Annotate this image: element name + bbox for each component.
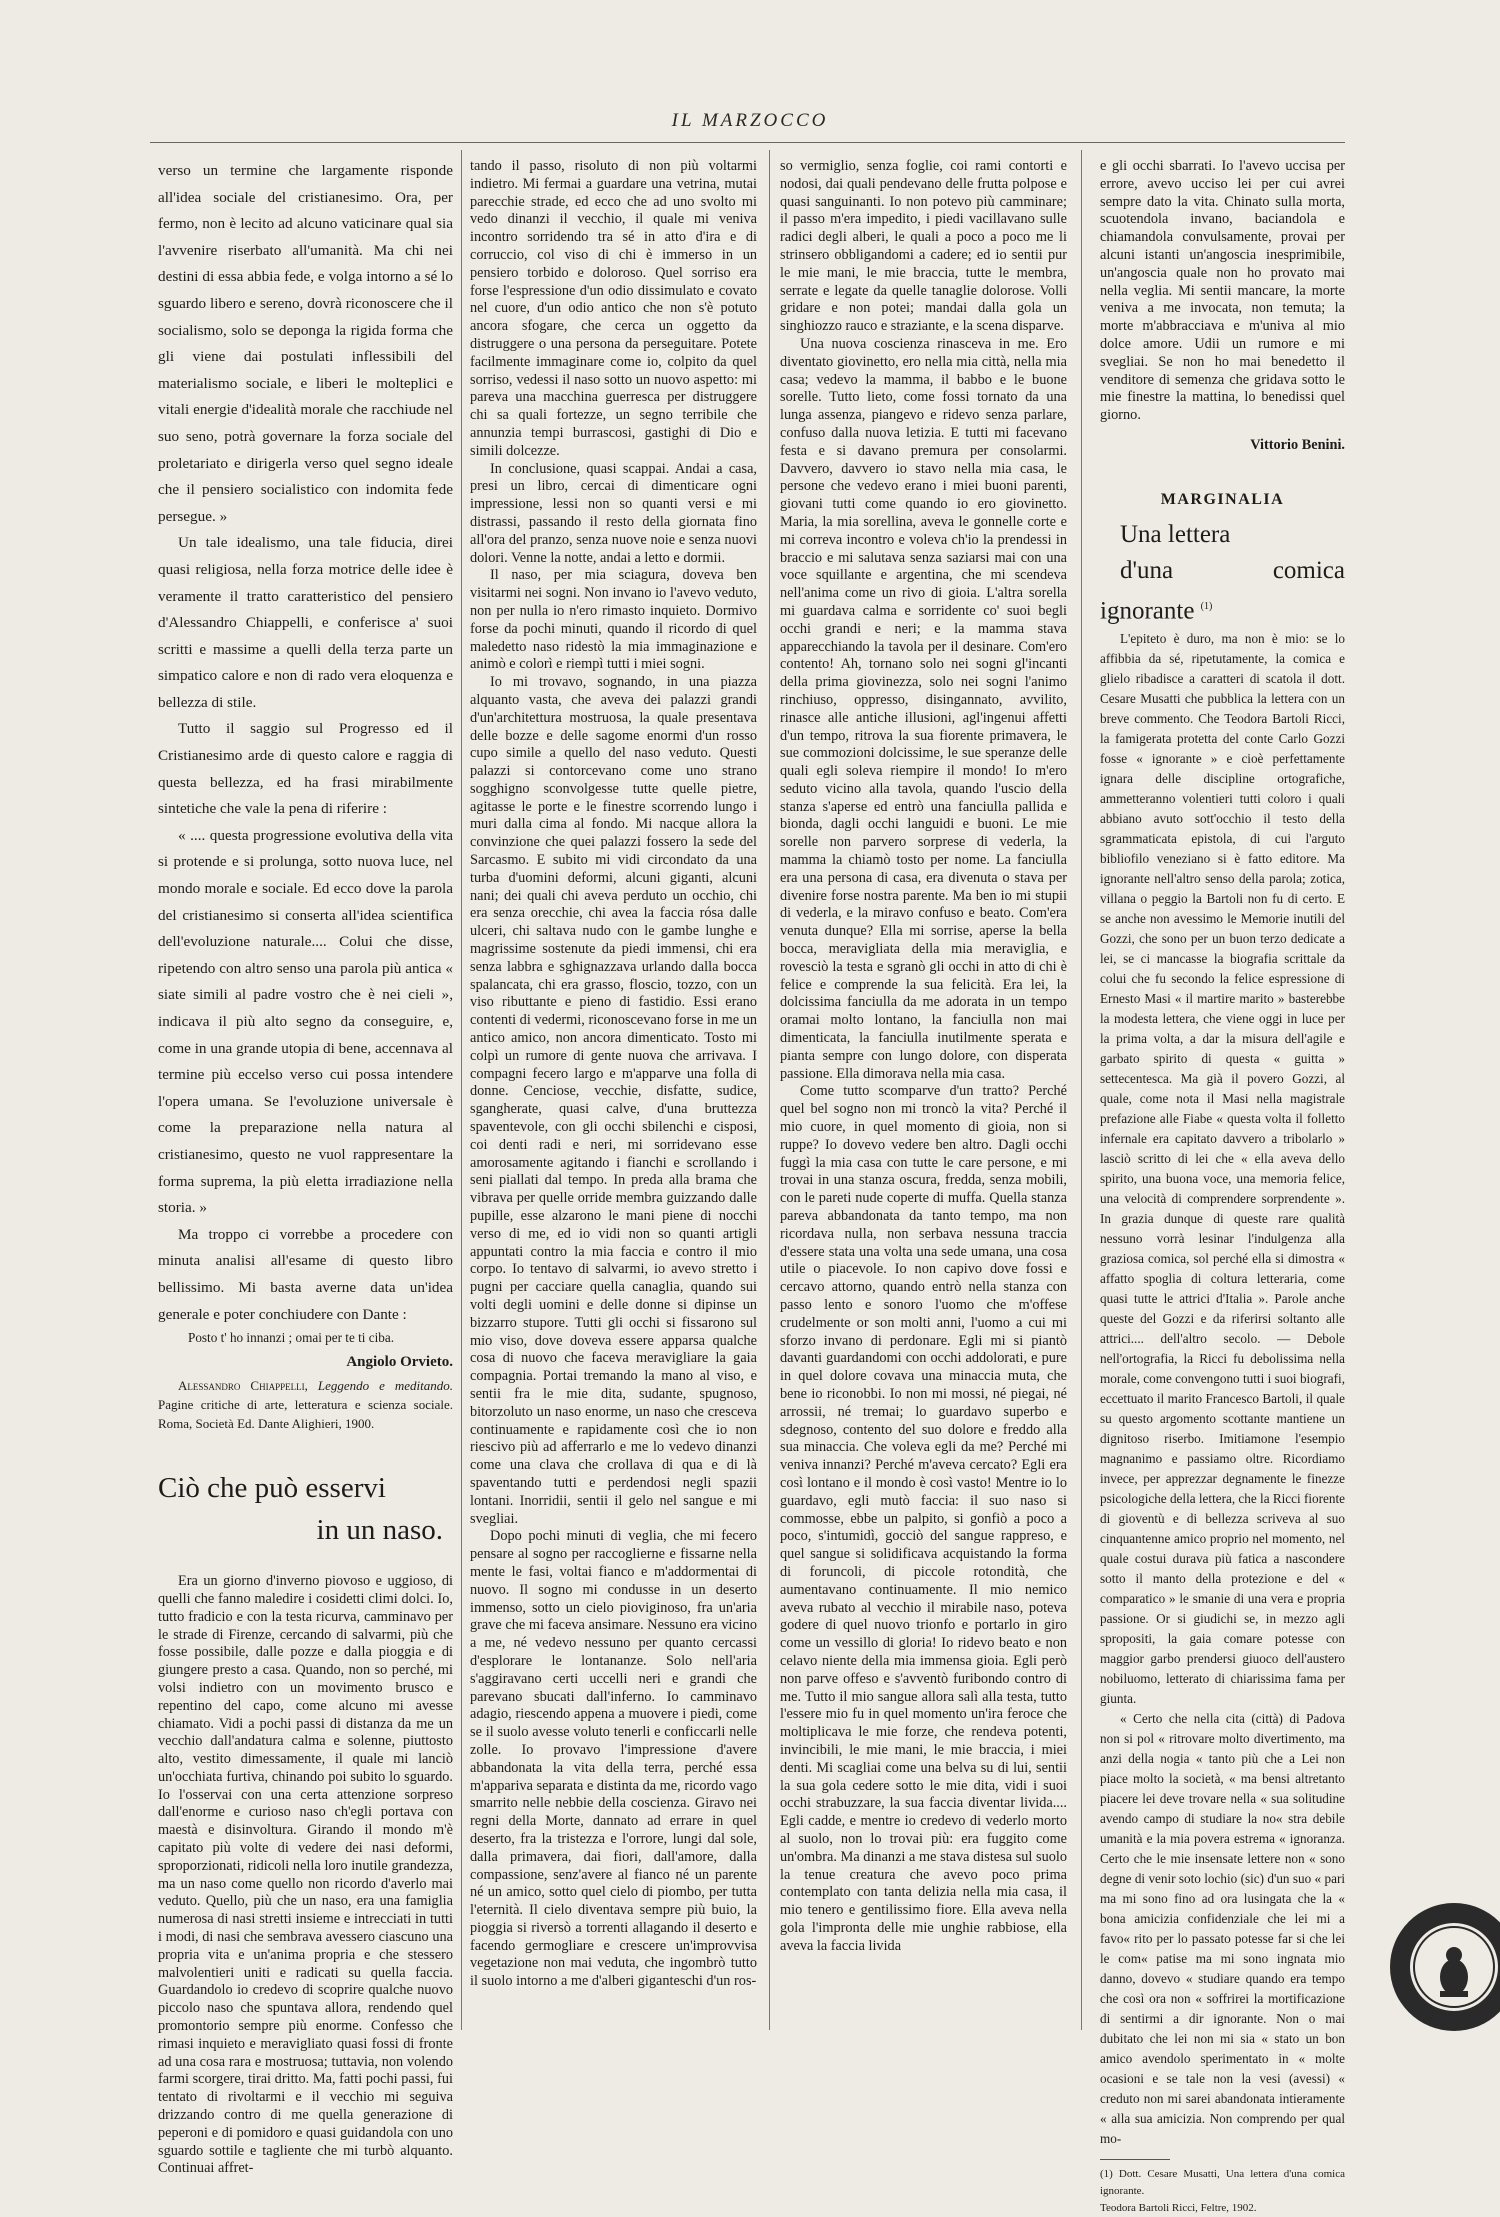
book-review-reference [158, 1376, 453, 1433]
paragraph: Una nuova coscienza rinasceva in me. Ero diventato giovinetto, ero nella mia città, nella mia casa; vedevo la mamma, il babbo e le buone sorelle. Tutto lieto, come fossi tornato da una lunga assenza, piangevo e ridevo senza parlare, confuso dalla nuova letizia. E tutti mi facevano festa e si davano premura per consolarmi. Davvero, davvero io stavo nella mia casa, le persone che vedevo erano i miei buoni parenti, giovani tutti come quando io ero giovinetto. Maria, la mia sorellina, aveva le gonnelle corte e mi correva incontro e voleva ch'io la prendessi in braccio e mi salutava senza saziarsi mai con una voce squillante e argentina, che mi scendeva nell'anima come un rivo di gioia. L'altra sorella mi guardava calma e sorridente co' suoi begli occhi grandi e neri; e la mamma stava apparecchiando la tavola per il desinare. Com'ero contento! Ah, tornano solo nei sogni gl'incanti della prima giovinezza, solo nei sogni l'animo rinchiuso, oppresso, disingannato, avvilito, rinasce alle antiche illusioni, agl'ingenui affetti d'un tempo, ritrova la sua fiorente primavera, le sue commozioni dolcissime, le sue speranze delle quali egli soleva riempire il mondo! Io m'ero seduto vicino alla tavola, quando l'uscio della stanza s'aperse ed entrò una fanciulla pallida e bionda, dagli occhi languidi e buoni. Le mie sorelle non parvero sorprese di vederla, la mamma la chiamò tosto per nome. La fanciulla era una persona di casa, era divenuta o stava per divenire forse nostra parente. Ma ben io mi stupii di vederla, e la miravo confuso e beato. Com'era venuta dunque? Ella mi sorrise, aperse la bella bocca, meravigliata della mia meraviglia, e rovesciò la testa e sgranò gli occhi in atto di chi è felice e comprende la sua felicità. Era lei, la dolcissima fanciulla da me adorata in un tempo oramai molto lontano, la fanciulla non mai dimenticata, la fanciulla inutilmente sperata e pianta sempre con lungo dolore, con disperata passione. Ella dimorava nella mia casa. [780, 335, 1067, 1082]
footnote-rule [1100, 2159, 1170, 2160]
paragraph: Ma troppo ci vorrebbe a procedere con minuta analisi all'esame di questo libro bellissimo. Mi basta averne data un'idea generale e poter conchiudere con Dante : [158, 1225, 453, 1323]
dante-quote: Posto t' ho innanzi ; omai per te ti ciba. [188, 1330, 395, 1346]
section-heading: MARGINALIA [1160, 490, 1285, 508]
author-signature: Angiolo Orvieto. [346, 1354, 453, 1371]
quoted-paragraph: « .... questa progressione evolutiva della vita si protende e si prolunga, sotto nuova luce, nel mondo morale e sociale. Ed ecco dove la parola del cristianesimo si conserta all'idea scientifica dell'evoluzione naturale.... Colui che disse, ripetendo con altro senso una parola più antica « siate simili al padre vostro che è nei cieli », indicava il più alto segno da conseguire, e, come in una grande utopia di bene, accennava al termine più eccelso verso cui possa intendere l'opera umana. Se l'evoluzione universale è come la preparazione nella natura al cristianesimo, questo ne vuol rappresentare la forma suprema, la più eletta irradiazione nella storia. » [158, 826, 453, 1217]
article-title: Una lettera [1120, 520, 1231, 548]
column-divider [461, 150, 462, 2030]
author-signature: Vittorio Benini. [1250, 436, 1345, 453]
paragraph: Io mi trovavo, sognando, in una piazza alquanto vasta, che aveva dei palazzi grandi d'un'architettura mostruosa, la quale presentava delle bozze e delle sagome enormi d'un rosso cupo simile a quello del naso veduto. Questi palazzi si contorcevano come uno strano sogghigno sconvolgesse tutte quelle pietre, agitasse le porte e le finestre scorrendo lungo i muri dalla cima al fondo. Mi nacque allora la convinzione che quei palazzi fossero la sede del Sarcasmo. E subito mi vidi circondato da una turba d'uomini deformi, alcuni giganti, alcuni nani; dei quali chi aveva perduto un occhio, chi era senza orecchie, chi avea la faccia rósa dalle ulceri, chi saltava nudo con le gambe lunghe e magrissime sostenute da piedi immensi, chi era senza labbra e sghignazzava urlando dalla bocca spalancata, chi era grasso, floscio, tozzo, con un viso ributtante e pieno di fastidio. Essi erano contenti di vedermi, riconoscevano forse in me un antico amico, non ancora dimenticato. Tosto mi colpì un rumore di gente nuova che arrivava. I compagni fecero largo e m'apparve una folla di donne. Cenciose, vecchie, disfatte, sudice, sgangherate, quasi calve, d'una bruttezza spaventevole, con gli occhi sbilenchi e cisposi, coi denti radi e neri, mi sorridevano esse amorosamente agitando i fianchi e scrollando i seni piallati dal tempo. In preda alla brama che vibrava per quelle orride membra guizzando dalle pupille, esse alzarono le mani piene di nocchi verso di me, ed io vidi non so quanti artigli appuntati contro la mia faccia e contro il mio corpo. Io tentavo di salvarmi, io avevo stretto i pugni per cacciare quella canaglia, quando sui volti degli uomini e delle donne si dipinse un bizzarro stupore. Tutti gli occhi si fissarono sul mio viso, dove doveva essere apparsa qualche cosa di nuovo che faceva meravigliare la gaia compagnia. Portai tremando la mano al viso, e sentii fra le mie dita, sudante, spugnoso, bitorzoluto un naso enorme, un naso che cresceva continuamente e rapidamente così che io non riescivo più ad afferrarlo e me lo vedevo dinanzi come una clava che crollava di qua e di là spaventando tutti e perdendosi negli spazii lontani. Inorridii, sentii il gelo nel sangue e mi svegliai. [470, 674, 757, 1527]
review-author: Alessandro Chiappelli, [178, 1378, 308, 1394]
paragraph: e gli occhi sbarrati. Io l'avevo uccisa per errore, avevo ucciso lei per cui avrei sempre dato la vita. Chinato sulla morta, scuotendola invano, baciandola e chiamandola convulsamente, provai per alcuni istanti un'angoscia inesprimibile, un'angoscia quale non ho provato mai nella veglia. Mi sentii mancare, la morte veniva a me invocata, non temuta; la morte m'abbracciava e m'univa al mio dolce amore. Udii un rumore e mi svegliai. Se non ho mai benedetto il venditore di semenza che gridava sotto le mie finestre la mattina, lo benedissi quel giorno. [1100, 158, 1345, 424]
footnote-continuation: Teodora Bartoli Ricci, Feltre, 1902. [1100, 2202, 1257, 2215]
paragraph: so vermiglio, senza foglie, coi rami contorti e nodosi, dai quali pendevano delle frutta polpose e quasi sanguinanti. Io non potevo più camminare; il passo m'era impedito, i piedi vacillavano sulle radici degli alberi, le quali a poco a poco me li strinsero obbligandomi a cadere; ed io sentii pur le mie mani, le mie braccia, tutte le membra, serrate e legate da quelle tanaglie dolorose. Volli gridare e non potei; mandai dalla gola un singhiozzo rauco e straziante, e la scena disparve. [780, 158, 1067, 335]
paragraph: verso un termine che largamente risponde all'idea sociale del cristianesimo. Ora, per fermo, non è lecito ad alcuno vaticinare qual sia l'avvenire riserbato all'umanità. Ma chi nei destini di essa abbia fede, e volga intorno a sé lo sguardo libero e sereno, dovrà riconoscere che il socialismo, solo se deponga la rigida forma che gli viene dai postulati inflessibili del materialismo sociale, e liberi le molteplici e vitali energie d'idealità morale che racchiude nel suo seno, potrà governare la forza sociale del proletariato e dirigerla verso quel segno ideale che il pensiero socialistico con indomita fede persegue. » [158, 162, 453, 525]
column-divider [769, 150, 770, 2030]
header-rule [150, 142, 1345, 143]
paragraph: Tutto il saggio sul Progresso ed il Cristianesimo arde di questo calore e raggia di questa bellezza, ed ha frasi mirabilmente sintetiche che vale la pena di riferire : [158, 720, 453, 818]
paragraph: Era un giorno d'inverno piovoso e uggioso, di quelli che fanno maledire i cosidetti climi dolci. Io, tutto fradicio e con la testa ricurva, camminavo per le strade di Firenze, cercando di salvarmi, più che fosse possibile, dalle pozze e dalla pioggia e di giungere presto a casa. Quando, non so perché, mi volsi indietro con un movimento brusco e repentino del capo, come alcuno mi avesse chiamato. Vidi a pochi passi di distanza da me un vecchio dall'andatura calma e solenne, piuttosto alto, vestito dimessamente, il quale mi lanciò un'occhiata furtiva, chinando poi subito lo sguardo. Io l'osservai con una certa attenzione sorpreso dall'enorme e curioso naso ch'egli portava con maestà e disinvoltura. Girando il mondo m'è capitato più volte di vedere dei nasi deformi, sproporzionati, ridicoli nella loro inutile grandezza, ma un naso come quello non ricordo d'averlo mai veduto. Quello, più che un naso, era una famiglia numerosa di nasi stretti insieme e intrecciati in tutti i modi, di nasi che sembrava avessero ciascuno una propria vita e un'anima propria e che stessero malvolentieri uniti e radicati su quella faccia. Guardandolo io credevo di scoprire qualche nuovo piccolo naso che spuntava allora, rendendo quel promontorio sempre più enorme. Confesso che rimasi inquieto e meravigliato quasi fossi di fronte ad una cosa rara e mostruosa; tuttavia, non volendo farmi scorgere, tirai dritto. Ma, fatti pochi passi, fui tentato di rivoltarmi e il vecchio mi seguiva drizzando contro di me quella generazione di peperoni e di pomidoro e quasi guidandola con uno sguardo sottile e tagliente che mi turbò alquanto. Continuai affret- [158, 1573, 453, 2177]
footnote-marker: (1) [1200, 600, 1213, 612]
column-1 [158, 158, 454, 2177]
paragraph: Il naso, per mia sciagura, doveva ben visitarmi nei sogni. Non invano io l'avevo veduto, non per nulla io n'ero rimasto inquieto. Dormivo forse da pochi minuti, quando il ricordo di quel maledetto naso ridestò la mia immaginazione e animò e colorì e riempì tutti i miei sogni. [470, 567, 757, 673]
paragraph: tando il passo, risoluto di non più voltarmi indietro. Mi fermai a guardare una vetrina, mutai parecchie strade, ed ecco che ad uno svolto mi vedo dinanzi il vecchio, il quale mi veniva incontro sorridendo tra sé in atto d'ira e di corruccio, col viso di chi è immerso in un pensiero torbido e doloroso. Quel sorriso era forse l'espressione d'un odio dissimulato e covato nel cuore, d'un odio antico che non s'è potuto ancora sfogare, che cerca un oggetto da distruggere o una persona da perseguitare. Potete facilmente immaginare come io, colpito da quel sorriso, vedessi il naso sotto un nuovo aspetto: mi pareva una macchina guerresca per distruggere chi sa quali fortezze, un segno terribile che annunzia tempi burrascosi, gastighi di Dio e simili dolcezze. [470, 158, 757, 459]
column-3 [780, 158, 1067, 2028]
article-title-text: d'una comica ignorante [1100, 556, 1345, 625]
story-end [1100, 158, 1345, 455]
letter-quotation: « Certo che nella cita (città) di Padova non si pol « ritrovare molto divertimento, ma anzi della nogia « tanto più che a Lei non piace molto la società, « ma bensi altretanto piacere lei deve trovare nella « sua solitudine avendo campo di studiare la no« stra debile umanità e la mia povera estrema « ignoranza. Certo che le mie insensate lettere non « sono degne di venir soto lochio (sic) d'un suo « pari ma mi sono fino ad ora lusingata che la « bona amicizia confidenziale che lei mi a favo« rito per lo passato potesse far si che lei le com« patise ma mi sono ingnata mio danno, dovevo « studiare quando era tempo che così ora non « soffrirei la mortificazione di sentirmi a dir ignorante. Non o mai dubitato che lei non mi sia « stato un bon amico avendolo sperimentato in « molte ocasioni e se tale non la vesi (avessi) « creduto non mi sarei abandonata intieramente « alla sua amicizia. Non comprendo per qual mo- [1100, 1711, 1345, 2147]
paragraph: Un tale idealismo, una tale fiducia, direi quasi religiosa, nella forza motrice delle idee è veramente il tratto caratteristico del pensiero d'Alessandro Chiappelli, e conferisce a' suoi scritti e massime a quelli della terza parte un simpatico calore e non di rado vera eloquenza e bellezza di stile. [158, 534, 453, 711]
paragraph: Come tutto scomparve d'un tratto? Perché quel bel sogno non mi troncò la vita? Perché il mio cuore, in quel momento di gioia, non si ruppe? Io dovevo vedere ben altro. Dagli occhi fuggì la mia casa con tutte le care persone, e mi trovai in una stanza oscura, fredda, senza mobili, con le pareti nude coperte di muffa. Quella stanza pareva abbandonata da tanto tempo, ma non ricordava nulla, non serbava nessuna traccia d'essere stata una volta una sede umana, una cosa utile o piacevole. Io non capivo dove fossi e cercavo attorno, quando entrò nella stanza con passo lento e sonoro l'uomo che m'offese crudelmente or son molti anni, l'uomo a cui mi sforzo invano di perdonare. Egli mi si piantò davanti guardandomi con occhi addolorati, e pure in quel dolore covava una minaccia muta, che bene io riconobbi. Io non mi mossi, né piegai, né arrossii, né tremai; lo guardavo superbo e sdegnoso, contento del suo dolore e freddo alla sua minaccia. Che voleva egli da me? Perché mi veniva innanzi? Perché m'aveva cercato? Egli era così lontano e il mondo è così vasto! Mentre io lo guardavo, egli mutò faccia: il suo naso si commosse, ebbe un palpito, si gonfiò a poco a poco, s'intumidì, gocciò del sangue rappreso, e quel sangue si solidificava acquistando la forma di foruncoli, di piccole rotondità, che aumentavano continuamente. Il mio nemico aveva rubato al vecchio il mirabile naso, poteva godere di quel nuovo trionfo e portarlo in giro come un vessillo di gloria! Io ridevo beato e non celavo niente della mia immensa gioia. Egli però non parve offeso e s'avventò furibondo contro di me. Tutto il mio sangue allora salì alla testa, tutto l'essere mio fu in quel momento un'ira feroce che moltiplicava le mie forze, che rendeva potenti, invincibili, le mie mani, le mie braccia, i miei denti. Mi scagliai come una belva su di lui, sentii la sua gola cedere sotto le mie dita, vidi i suoi occhi strabuzzare, la sua faccia diventar livida.... Egli cadde, e mentre io credevo di vederlo morto al suolo, non lo trovai più: era fuggito come un'ombra. Ma dinanzi a me stava distesa sul suolo la tenue creatura che avevo poco prima contemplato con tanta delizia nella mia casa, il mio tenero e gentilissimo fiore. Ella aveva nella gola l'impronta delle mie unghie rabbiose, ella aveva la faccia livida [780, 1083, 1067, 1954]
library-stamp-icon [1382, 1895, 1500, 2035]
story-body [158, 1573, 453, 2178]
footnote: (1) Dott. Cesare Musatti, Una lettera d'una comica ignorante. [1100, 2168, 1345, 2198]
column-divider [1081, 150, 1082, 2030]
article-body [1100, 629, 1345, 2149]
column-2 [470, 158, 757, 2028]
masthead: IL MARZOCCO [671, 110, 829, 131]
paragraph: L'epiteto è duro, ma non è mio: se lo affibbia da sé, ripetutamente, la comica e glielo ribadisce a caratteri di scatola il dott. Cesare Musatti che pubblica la lettera con un breve commento. Che Teodora Bartoli Ricci, la famigerata protetta del conte Carlo Gozzi fosse « ignorante » e cioè perfettamente ignara delle discipline ortografiche, ammetteranno volentieri tutti coloro i quali abbiano avuto sott'occhio il testo della sgrammaticata epistola, di cui l'arguto bibliofilo veneziano si è fatto editore. Ma ignorante nell'altro senso della parola; zotica, villana o peggio la Bartoli non fu di certo. E se anche non avessimo le Memorie inutili del Gozzi, che sono per un buon terzo dedicate a lei, se ci mancasse la biografia scrittale da colui che fu secondo la felice espressione di Ernesto Masi « il martire marito » basterebbe la modesta lettera, che viene oggi in luce per la prima volta, a dar la misura dell'agile e garbato spirito di questa « guitta » settecentesca. Ma già il povero Gozzi, al quale, come nota il Masi nella magistrale prefazione alle Fiabe « questa volta il folletto infernale era capitato davvero a tribolarlo » lasciò scritto di lei che « ella aveva dello spirito, una buona voce, una memoria felice, una velocità di comprendere sorprendente ». In grazia dunque di queste rare qualità nessuno vorrà lesinar l'indulgenza alla graziosa comica, sol perché ella si dimostra « affatto spoglia di coltura letteraria, come quasi tutte le attrici d'Italia ». Parole anche queste del Gozzi e da riferirsi soltanto alle attrici.... dell'altro secolo. — Debole nell'ortografia, la Ricci fu debolissima nella morale, come convengono tutti i suoi biografi, eccettuato il marito Francesco Bartoli, il quale su questo argomento scottante mantiene un dignitoso riserbo. Imitiamone l'esempio magnanimo e passiamo oltre. Ricordiamo invece, per apprezzar degnamente le finezze psicologiche della lettera, che la Ricci fiorente di gioventù e di bellezza scriveva al suo cinquantenne amico proprio nel momento, nel quale costui durava più fatica a nascondere sotto il manto della protezione e del « comparatico » le smanie di una vera e propria passione. Or si giudichi se, in mezzo agli spropositi, la gaia comare potesse con maggior garbo prendersi giuoco dell'austero nobiluomo, letterato di chiarissima fama per giunta. [1100, 631, 1345, 1707]
column-4 [1100, 158, 1345, 2215]
essay-end [158, 158, 453, 1433]
review-publication: Pagine critiche di arte, letteratura e scienza sociale. Roma, Società Ed. Dante Alighieri, 1900. [158, 1397, 453, 1432]
story-title-second-line: in un naso. [316, 1514, 443, 1547]
paragraph: In conclusione, quasi scappai. Andai a casa, presi un libro, cercai di dimenticare ogni impressione, lessi non so quanti versi e mi distrassi, passando il resto della giornata fino all'ora del pranzo, senza nuove noie e senza nuovi dolori. Venne la notte, andai a letto e dormii. [470, 460, 757, 566]
story-title: Ciò che può esservi [158, 1472, 386, 1505]
article-title-second-line [1100, 553, 1345, 629]
review-title: Leggendo e meditando. [317, 1378, 454, 1394]
paragraph: Dopo pochi minuti di veglia, che mi fecero pensare al sogno per raccoglierne e fissarne nella mente le fasi, voltai fianco e m'addormentai di nuovo. Il sogno mi condusse in un deserto immenso, sotto un cielo pioviginoso, fra un'aria grave che mi faceva ansimare. Nessuno era vicino a me, né vedevo nessuno per quanto cercassi d'esplorare le lontananze. Solo nell'aria s'aggiravano certi uccelli neri e grandi che parevano sbucati dall'inferno. Io camminavo adagio, riescendo appena a muovere i piedi, come se il suolo avesse voluto tenerli e conficcarli nelle zolle. Io provavo l'impressione d'avere abbandonata la vita della terra, perché essa m'appariva separata e distinta da me, ricordo vago smarrito nelle nebbie della coscienza. Giravo nei regni della Morte, dannato ad errare in quel deserto, fra la tristezza e l'orrore, lungi dal sole, dalla primavera, dai fiori, dall'amore, dalla compassione, senz'avere al fianco né un parente né un amico, sotto quel cielo di piombo, per tutta l'eternità. Il cielo diventava sempre più buio, la pioggia si riversò a torrenti allagando il deserto e facendo germogliare e crescere un'improvvisa vegetazione non mai veduta, che ingombrò tutto il suolo intorno a me d'alberi giganteschi d'un ros- [470, 1528, 757, 1990]
